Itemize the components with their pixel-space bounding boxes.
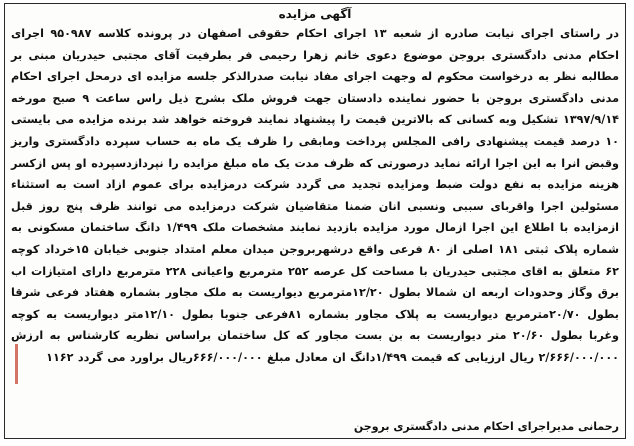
notice-signature: رحمانی مدیراجرای احکام مدنی دادگستری بروجن bbox=[353, 420, 619, 433]
margin-mark bbox=[15, 344, 18, 384]
notice-body: در راستای اجرای نیابت صادره از شعبه ۱۳ اجرای احکام حقوقی اصفهان در پرونده کلاسه ۹۵۰۹۸۷ اجرای احکام مدنی دادگستری بروجن موضوع دعوی خانم زهرا رحیمی فر بطرفیت آقای مجتبی حیدریان مبنی بر مطالبه نظر به درخواست محکوم له وجهت اجرای مفاد نیابت صدرالذکر جلسه مزایده ای درمحل اجرای احکام مدنی دادگستری بروجن با حضور نماینده دادستان جهت فروش ملک بشرح ذیل راس ساعت ۹ صبح مورخه ۱۳۹۷/۹/۱۴ تشکیل وبه کسانی که بالاترین قیمت را پیشنهاد نمایند فروخته خواهد شد برنده مزایده می بایستی ۱۰ درصد قیمت پیشنهادی رافی المجلس پرداخت ومابقی را ظرف یک ماه به حساب سپرده دادگستری واریز وقبض انرا به این اجرا ارائه نماید درصورتی که ظرف مدت یک ماه مبلغ مزایده را نپردازدسپرده او پس ازکسر هزینه مزایده به نفع دولت ضبط ومزایده تجدید می گردد شرکت درمزایده برای عموم ازاد است به استثناء مسئولین اجرا واقربای سببی ونسبی انان ضمنا متقاضیان شرکت درمزایده می توانند ظرف پنج روز قبل ازمزایده با اطلاع این اجرا ازمال مورد مزایده بازدید نمایند مشخصات ملک ۱/۴۹۹ دانگ ساختمان مسکونی به شماره پلاک ثبتی ۱۸۱ اصلی از ۸۰ فرعی واقع درشهربروجن میدان معلم امتداد جنوبی خیابان ۱۵خرداد کوچه ۶۲ متعلق به اقای مجتبی حیدریان با مساحت کل عرصه ۲۵۲ مترمربع واعیانی ۲۲۸ مترمربع دارای امتیازات اب برق وگاز وحدودات اربعه ان شمالا بطول ۱۲/۲۰مترمربع دیواریست به ملک مجاور بشماره هفتاد فرعی شرقا بطول ۲۰/۷۰مترمربع دیواریست به پلاک مجاور بشماره ۸۱فرعی جنوبا بطول ۱۲/۱۰متر دیواریست به کوچه وغربا بطول ۲۰/۶۰ متر دیواریست به بن بست مجاور که کل ساختمان براساس نظریه کارشناس به ارزش ۲/۶۶۶/۰۰۰/۰۰۰ ریال ارزیابی که قیمت ۱/۴۹۹دانگ ان معادل مبلغ ۶۶۶/۰۰۰/۰۰۰ریال براورد می گردد ۱۱۶۲ bbox=[11, 27, 620, 364]
auction-notice bbox=[4, 3, 626, 439]
notice-title: آگهی مزایده bbox=[278, 7, 352, 21]
